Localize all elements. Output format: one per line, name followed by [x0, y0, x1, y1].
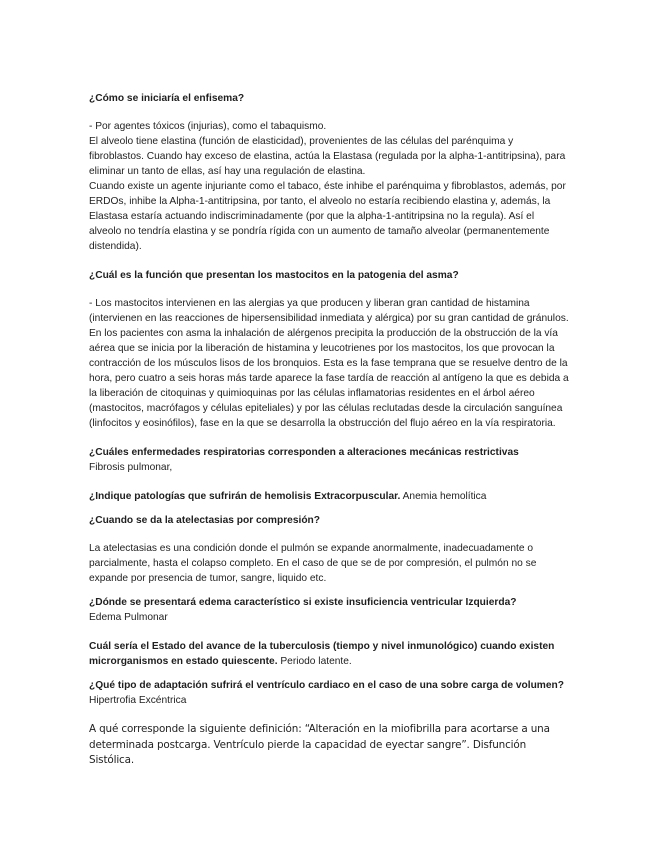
- question-ventricle: ¿Qué tipo de adaptación sufrirá el ventrículo cardiaco en el caso de una sobre carga de volumen?: [89, 680, 564, 691]
- question-edema: ¿Dónde se presentará edema característico si existe insuficiencia ventricular Izquierda?: [89, 597, 517, 608]
- definition-question-block: [89, 722, 569, 769]
- answer-restrictive-diseases: Fibrosis pulmonar,: [89, 462, 173, 473]
- question-atelectasis: ¿Cuando se da la atelectasias por compresión?: [89, 515, 320, 526]
- answer-emphysema-line-1: - Por agentes tóxicos (injurias), como el tabaquismo.: [89, 121, 327, 132]
- answer-ventricle: Hipertrofia Excéntrica: [89, 695, 187, 706]
- question-restrictive-diseases: ¿Cuáles enfermedades respiratorias corresponden a alteraciones mecánicas restrictivas: [89, 447, 519, 458]
- answer-mastocytes: - Los mastocitos intervienen en las alergias ya que producen y liberan gran cantidad de histamina (intervienen en las reacciones de hipersensibilidad inmediata y alérgica) por su gran cantidad de gránulos. En los pacientes con asma la inhalación de alérgenos precipita la producción de la obstrucción de la vía aérea que se inicia por la liberación de histamina y leucotrienes por los mastocitos, los que provocan la contracción de los músculos lisos de los bronquios. Esta es la fase temprana que se resuelve dentro de la hora, pero cuatro a seis horas más tarde aparece la fase tardía de reacción al antígeno la que es debida a la liberación de citoquinas y quimioquinas por las células inflamatorias residentes en el árbol aéreo (mastocitos, macrófagos y células epiteliales) y por las células reclutadas desde la circulación sanguínea (linfocitos y eosinófilos), fase en la que se desarrolla la obstrucción del flujo aéreo en la vía respiratoria.: [89, 298, 569, 429]
- question-mastocytes: ¿Cuál es la función que presentan los mastocitos en la patogenia del asma?: [89, 270, 459, 281]
- definition-answer: Disfunción Sistólica.: [89, 738, 527, 766]
- answer-hemolysis: Anemia hemolítica: [400, 491, 487, 502]
- answer-emphysema-line-2: El alveolo tiene elastina (función de elasticidad), provenientes de las células del parénquima y fibroblastos. Cuando hay exceso de elastina, actúa la Elastasa (regulada por la alpha-1-antitripsina), para eliminar un tanto de ellas, así hay una regulación de elastina.: [89, 136, 566, 177]
- answer-atelectasis: La atelectasias es una condición donde el pulmón se expande anormalmente, inadecuadamente o parcialmente, hasta el colapso completo. En el caso de que se de por compresión, el pulmón no se expande por presencia de tumor, sangre, liquido etc.: [89, 543, 537, 584]
- document-content: [89, 91, 569, 769]
- answer-edema: Edema Pulmonar: [89, 612, 168, 623]
- question-tuberculosis-block: [89, 639, 569, 669]
- question-tuberculosis: Cuál sería el Estado del avance de la tuberculosis (tiempo y nivel inmunológico) cuando existen microrganismos en estado quiescente.: [89, 641, 555, 667]
- question-hemolysis: ¿Indique patologías que sufrirán de hemolisis Extracorpuscular.: [89, 491, 401, 502]
- answer-tuberculosis: Periodo latente.: [277, 656, 352, 667]
- definition-question: A qué corresponde la siguiente definición: “Alteración en la miofibrilla para acortarse a una determinada postcarga. Ventrículo pierde la capacidad de eyectar sangre”.: [89, 723, 550, 751]
- answer-emphysema-line-3: Cuando existe un agente injuriante como el tabaco, éste inhibe el parénquima y fibroblastos, además, por ERDOs, inhibe la Alpha-1-antitripsina, por tanto, el alveolo no estaría recibiendo elastina y, además, la Elastasa estaría actuando indiscriminadamente (por que la alpha-1-antitripsina no la regula). Así el alveolo no tendría elastina y se pondría rígida con un aumento de tamaño alveolar (permanentemente distendida).: [89, 181, 566, 252]
- question-emphysema: ¿Cómo se iniciaría el enfisema?: [89, 93, 245, 104]
- question-ventricle-block: [89, 678, 569, 708]
- question-hemolysis-line: [89, 489, 569, 504]
